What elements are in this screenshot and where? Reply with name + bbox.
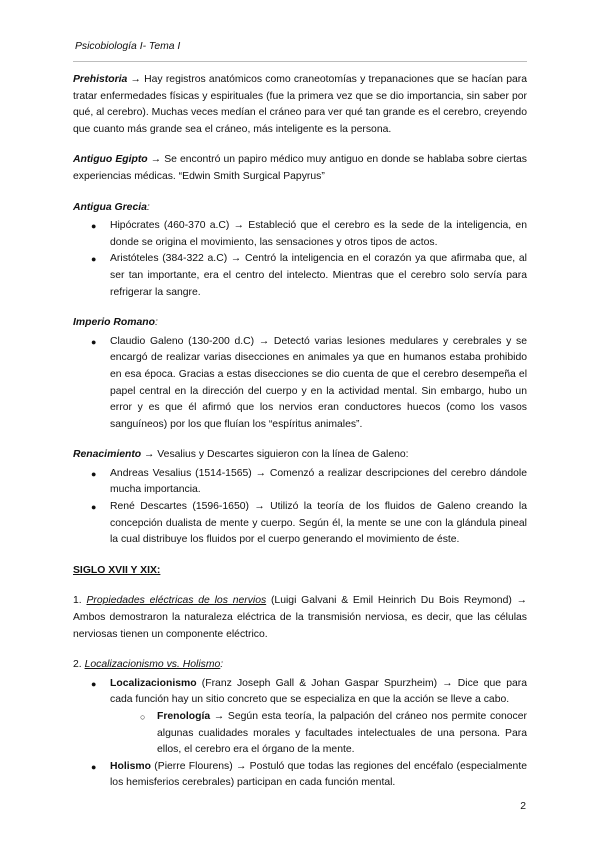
paragraph-renacimiento bbox=[73, 447, 527, 464]
section-renacimiento bbox=[73, 447, 527, 549]
paragraph-propiedades bbox=[73, 593, 527, 643]
list-item bbox=[73, 251, 527, 301]
label-loc: Localizacionismo bbox=[110, 677, 197, 689]
paragraph-egipto bbox=[73, 152, 527, 185]
list-roma bbox=[73, 334, 527, 434]
label-holismo: Holismo bbox=[110, 760, 151, 772]
label-roma: Imperio Romano bbox=[73, 317, 155, 329]
bullet-icon: ● bbox=[91, 678, 97, 689]
list-item bbox=[73, 759, 527, 792]
text-renacimiento: → Vesalius y Descartes siguieron con la línea de Galeno: bbox=[141, 449, 409, 461]
label-localizacionismo-holismo: Localizacionismo vs. Holismo bbox=[84, 659, 221, 671]
text-egipto: → Se encontró un papiro médico muy antiguo en donde se hablaba sobre ciertas experiencias médicas. “Edwin Smith Surgical Papyrus” bbox=[73, 154, 527, 182]
text-propiedades: (Luigi Galvani & Emil Heinrich Du Bois Reymond) → Ambos demostraron la naturaleza eléctrica de la transmisión nerviosa, es decir, que las células nerviosas tienen un componente eléctrico. bbox=[73, 595, 527, 640]
bullet-icon: ● bbox=[91, 254, 97, 265]
item-text: René Descartes (1596-1650) → Utilizó la teoría de los fluidos de Galeno creando la concepción dualista de mente y cuerpo. Según él, la mente se une con la glándula pineal la cual distribuye los fluidos por el cuerpo generando el movimiento de éste. bbox=[110, 501, 527, 546]
colon-grecia: : bbox=[146, 201, 150, 213]
label-renacimiento: Renacimiento bbox=[73, 449, 142, 461]
section-grecia bbox=[73, 200, 527, 302]
item-text: (Pierre Flourens) → Postuló que todas las regiones del encéfalo (especialmente los hemisferios cerebrales) participan en cada función mental. bbox=[110, 760, 527, 789]
item-text: → Según esta teoría, la palpación del cráneo nos permite conocer algunas cualidades morales y facultades intelectuales de una persona. Para ellos, el cerebro era el órgano de la mente. bbox=[157, 711, 527, 756]
label-frenologia: Frenología bbox=[157, 711, 211, 722]
page-number: 2 bbox=[520, 801, 526, 812]
list-localizacionismo bbox=[73, 676, 527, 792]
list-item bbox=[73, 218, 527, 251]
page-content bbox=[73, 72, 527, 806]
bullet-icon: ● bbox=[91, 468, 97, 479]
list-item bbox=[73, 499, 527, 549]
list-item bbox=[73, 466, 527, 499]
paragraph-prehistoria bbox=[73, 72, 527, 138]
colon-localizacionismo: : bbox=[220, 659, 224, 671]
bullet-icon: ● bbox=[91, 221, 97, 232]
text-prehistoria: → Hay registros anatómicos como craneotomías y trepanaciones que se hacían para tratar enfermedades físicas y espirituales (fue la primera vez que se dio importancia, sin saber por qué, al cerebro). Muchas veces medían el cráneo para ver qué tan grande es el cerebro, creyendo que cuanto más grande sea el cráneo, más inteligente es la persona. bbox=[73, 74, 527, 135]
item-text: Hipócrates (460-370 a.C) → Estableció que el cerebro es la sede de la inteligencia, en donde se origina el movimiento, las sensaciones y otros tipos de actos. bbox=[110, 220, 527, 248]
section-egipto bbox=[73, 152, 527, 185]
running-header: Psicobiología I- Tema I bbox=[75, 41, 181, 52]
colon-roma: : bbox=[154, 317, 158, 329]
list-grecia bbox=[73, 218, 527, 301]
heading-siglo: SIGLO XVII Y XIX: bbox=[73, 564, 161, 576]
section-siglo-heading bbox=[73, 563, 527, 580]
heading-grecia bbox=[73, 200, 527, 217]
list-item bbox=[73, 676, 527, 709]
item-text: Andreas Vesalius (1514-1565) → Comenzó a realizar descripciones del cerebro dándole mucha importancia. bbox=[110, 467, 527, 496]
list-item bbox=[73, 334, 527, 434]
heading-roma bbox=[73, 315, 527, 332]
item-text: (Franz Joseph Gall & Johan Gaspar Spurzheim) → Dice que para cada función hay un sitio concreto que se especializa en que la acción se lleve a cabo. bbox=[110, 677, 527, 706]
section-localizacionismo bbox=[73, 657, 527, 792]
label-propiedades: Propiedades eléctricas de los nervios bbox=[86, 595, 267, 607]
bullet-icon: ● bbox=[91, 761, 97, 772]
label-prehistoria: Prehistoria bbox=[73, 74, 128, 85]
section-roma bbox=[73, 315, 527, 433]
item-text: Aristóteles (384-322 a.C) → Centró la inteligencia en el corazón ya que afirmaba que, al ser tan importante, era el centro del intelecto. Mientras que el cerebro solo servía para refrigerar la sangre. bbox=[110, 253, 527, 298]
header-rule bbox=[73, 61, 527, 62]
section-propiedades bbox=[73, 593, 527, 643]
hollow-bullet-icon: ○ bbox=[140, 712, 146, 722]
list-renacimiento bbox=[73, 466, 527, 549]
label-egipto: Antiguo Egipto bbox=[73, 154, 148, 166]
bullet-icon: ● bbox=[91, 336, 97, 347]
num-2: 2. bbox=[73, 659, 85, 671]
list-item-sub bbox=[73, 709, 527, 759]
item-text: Claudio Galeno (130-200 d.C) → Detectó varias lesiones medulares y cerebrales y se encargó de realizar varias disecciones en animales ya que en humanos estaba prohibido en esa época. Gracias a estas disecciones se dio cuenta de que el cerebro desempeña el papel central en la dirección del cuerpo y en la actividad mental. Sin embargo, hubo un error y es que él afirmó que los nervios eran conductores huecos (como los vasos sanguíneos) por los que fluían los “espíritus animales”. bbox=[110, 335, 527, 430]
label-grecia: Antigua Grecia bbox=[73, 201, 147, 213]
num-1: 1. bbox=[73, 595, 87, 607]
section-prehistoria bbox=[73, 72, 527, 138]
heading-localizacionismo bbox=[73, 657, 527, 674]
bullet-icon: ● bbox=[91, 502, 97, 513]
